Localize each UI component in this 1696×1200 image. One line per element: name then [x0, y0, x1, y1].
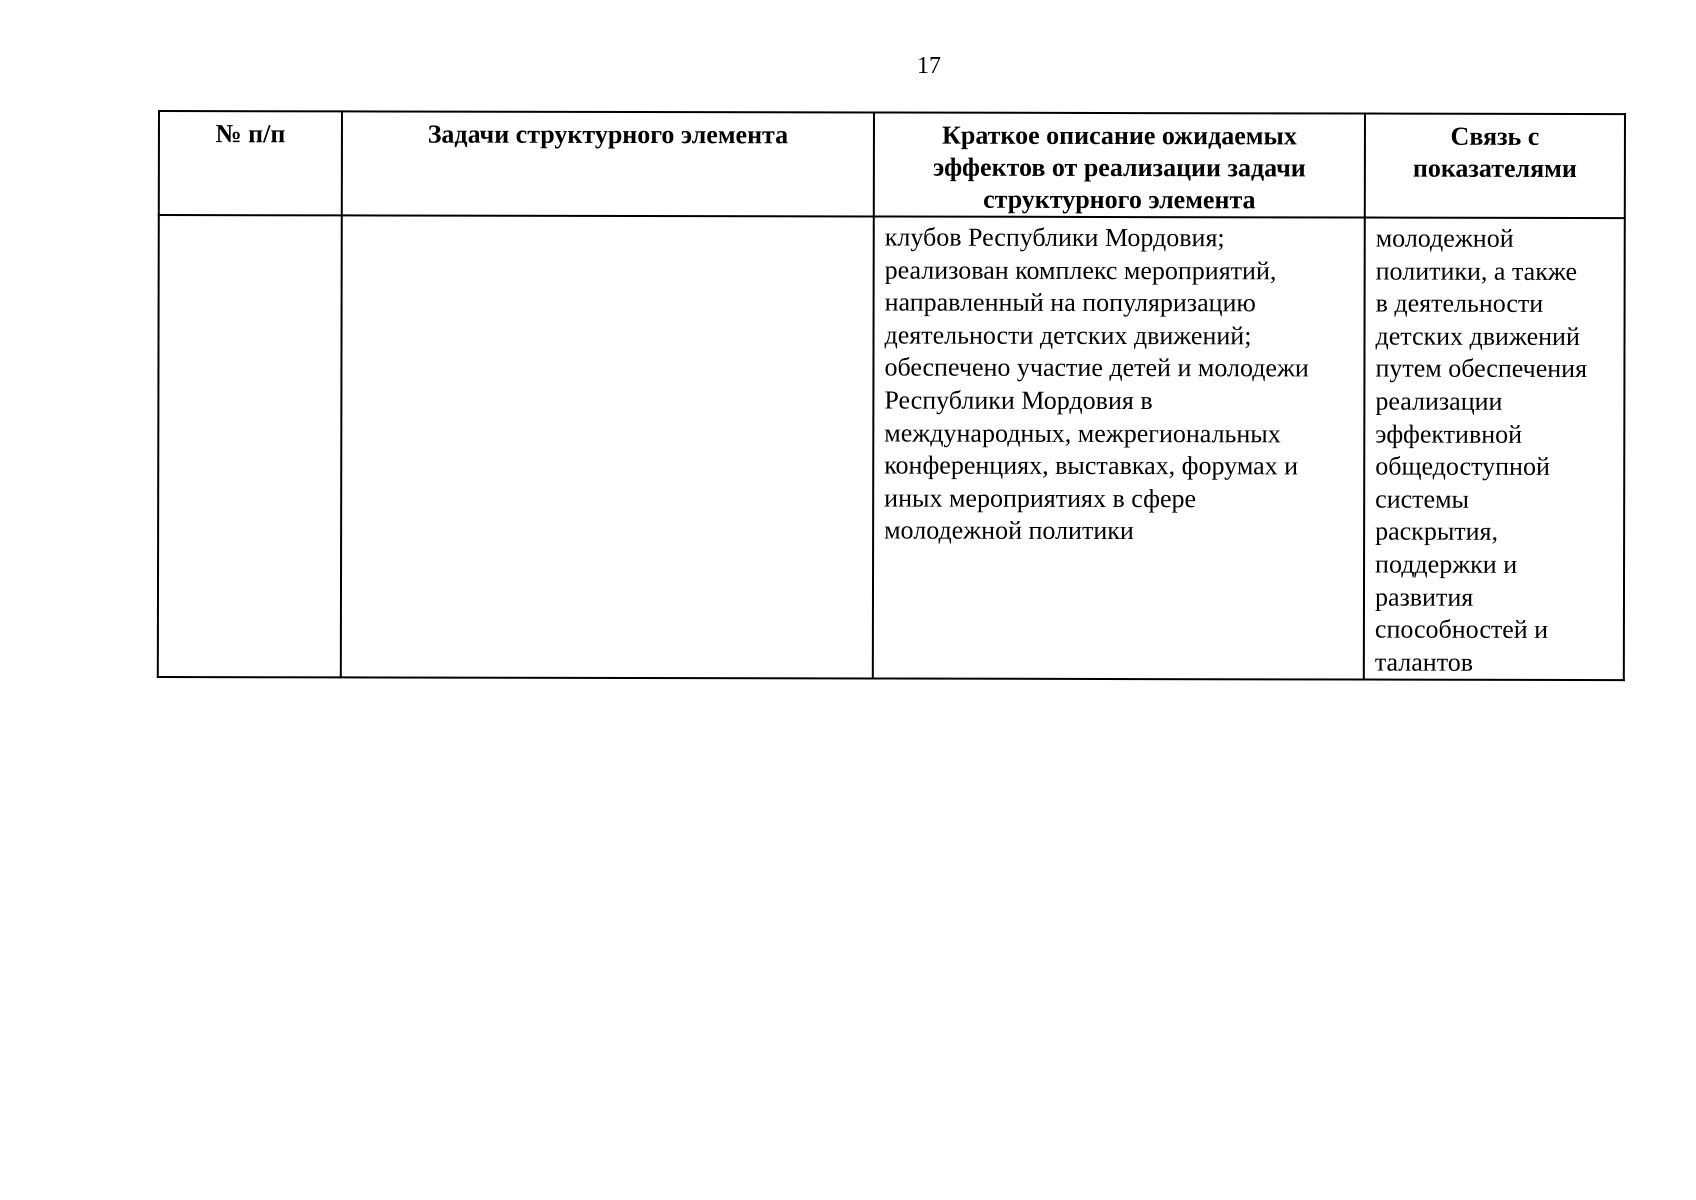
link-line: реализации: [1375, 386, 1503, 416]
header-number: № п/п: [159, 111, 342, 215]
link-line: молодежной: [1375, 223, 1514, 253]
effects-line: направленный на популяризацию: [884, 287, 1256, 318]
header-indicators-link: Связь с показателями: [1365, 114, 1625, 219]
link-line: политики, а также: [1375, 256, 1578, 286]
link-line: развития: [1374, 582, 1474, 612]
effects-line: реализован комплекс мероприятий,: [884, 255, 1277, 285]
header-tasks: Задачи структурного элемента: [342, 111, 874, 216]
link-line: в деятельности: [1375, 288, 1544, 319]
effects-line: деятельности детских движений;: [884, 320, 1252, 351]
effects-line: конференциях, выставках, форумах и: [884, 450, 1299, 481]
cell-number: [158, 215, 342, 678]
link-line: системы: [1375, 484, 1470, 514]
link-line: раскрытия,: [1375, 516, 1499, 547]
table-row: [158, 215, 1625, 680]
effects-line: международных, межрегиональных: [884, 418, 1281, 448]
link-line: эффективной: [1375, 419, 1523, 449]
link-line: общедоступной: [1375, 451, 1550, 482]
link-line: способностей и: [1374, 614, 1549, 645]
effects-line: Республики Мордовия в: [884, 385, 1153, 416]
effects-line: молодежной политики: [884, 515, 1134, 546]
header-effects: Краткое описание ожидаемых эффектов от реализации задачи структурного элемента: [874, 112, 1365, 217]
effects-line: обеспечено участие детей и молодежи: [884, 352, 1309, 383]
link-line: путем обеспечения: [1375, 353, 1588, 384]
link-line: поддержки и: [1375, 549, 1518, 579]
cell-task: [341, 215, 874, 678]
effects-line: иных мероприятиях в сфере: [884, 483, 1197, 513]
link-line: талантов: [1374, 647, 1474, 677]
cell-indicators-link: [1364, 218, 1625, 681]
link-line: детских движений: [1375, 321, 1580, 351]
cell-effects: [873, 216, 1365, 679]
effects-line: клубов Республики Мордовия;: [884, 222, 1225, 253]
structural-element-tasks-table: [157, 110, 1626, 681]
page-number: 17: [917, 53, 941, 79]
table-header-row: [159, 111, 1625, 218]
